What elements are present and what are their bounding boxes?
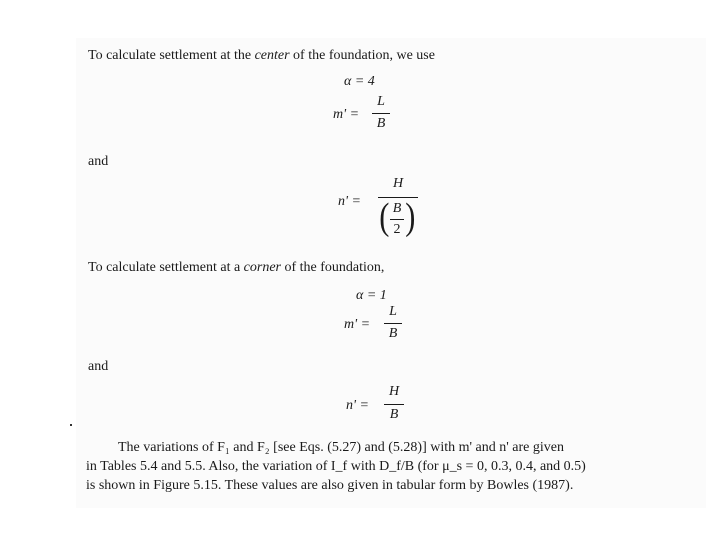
m-corner-fraction-bar	[384, 323, 402, 324]
and-label-1: and	[88, 154, 109, 169]
and-label-2: and	[88, 359, 109, 374]
textbook-page	[76, 38, 706, 508]
intro-center-line: To calculate settlement at the center of the foundation, we use	[88, 48, 435, 63]
n-center-inner-bar	[390, 219, 404, 220]
n-corner-fraction-bar	[384, 404, 404, 405]
variations-paragraph	[86, 438, 686, 495]
n-center-inner-denominator: 2	[393, 222, 401, 237]
n-corner-numerator: H	[388, 384, 400, 399]
scan-speck	[70, 424, 72, 426]
paragraph-line-1: The variations of F₁ and F₂ [see Eqs. (5.27) and (5.28)] with m' and n' are given	[118, 440, 564, 455]
alpha-center-equation: α = 4	[344, 74, 375, 89]
paragraph-line-2: in Tables 5.4 and 5.5. Also, the variation of I_f with D_f/B (for μ_s = 0, 0.3, 0.4, and 0.5)	[86, 459, 586, 474]
m-center-denominator: B	[376, 116, 386, 131]
n-corner-denominator: B	[389, 407, 399, 422]
m-center-numerator: L	[377, 94, 385, 109]
m-center-fraction-bar	[372, 113, 390, 114]
m-corner-numerator: L	[389, 304, 397, 319]
left-paren: (	[379, 196, 390, 238]
alpha-corner-equation: α = 1	[356, 288, 387, 303]
m-center-lhs: m' =	[333, 107, 360, 122]
right-paren: )	[405, 196, 416, 238]
paragraph-line-3: is shown in Figure 5.15. These values are also given in tabular form by Bowles (1987).	[86, 478, 574, 493]
n-center-lhs: n' =	[338, 194, 361, 209]
m-corner-lhs: m' =	[344, 317, 371, 332]
n-corner-lhs: n' =	[346, 398, 369, 413]
m-corner-denominator: B	[388, 326, 398, 341]
n-center-numerator: H	[392, 176, 404, 191]
intro-corner-line: To calculate settlement at a corner of the foundation,	[88, 260, 385, 275]
n-center-inner-numerator: B	[392, 201, 402, 216]
